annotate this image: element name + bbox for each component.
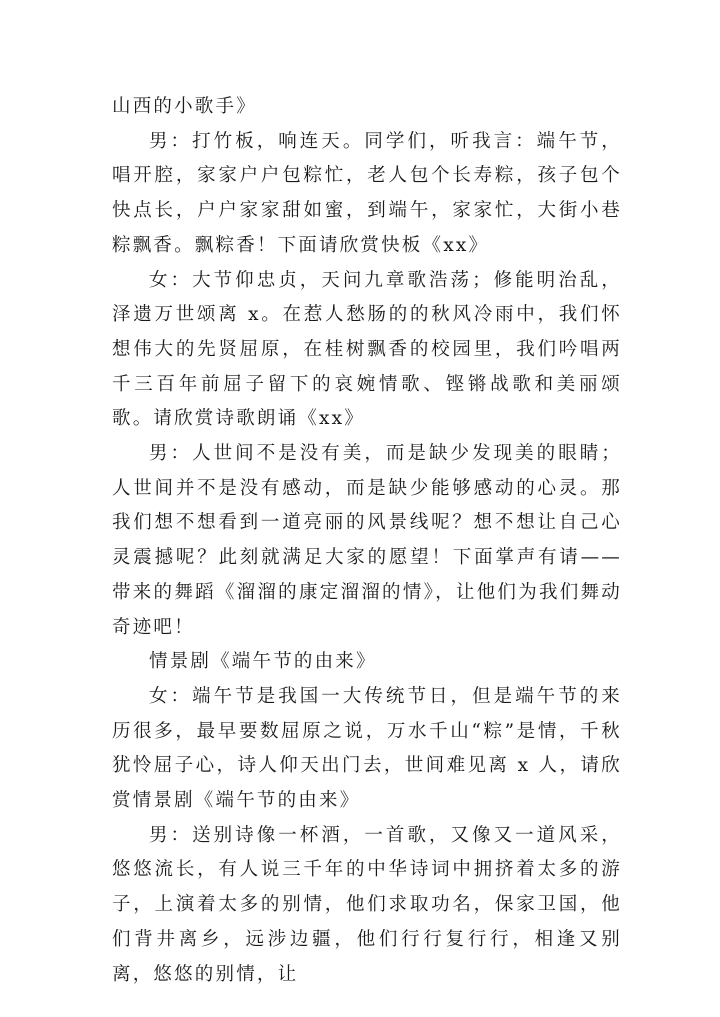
- paragraph-male-host-kuaiban: 男：打竹板，响连天。同学们，听我言：端午节，唱开腔，家家户户包粽忙，老人包个长寿粽，孩子包个快点长，户户家家甜如蜜，到端午，家家忙，大街小巷粽飘香。飘粽香！下面请欣赏快板《xx》: [112, 130, 622, 256]
- paragraph-male-host-farewell: 男：送别诗像一杯酒，一首歌，又像又一道风采，悠悠流长，有人说三千年的中华诗词中拥挤着太多的游子，上演着太多的别情，他们求取功名，保家卫国，他们背井离乡，远涉边疆，他们行行复行行，相逢又别离，悠悠的别情，让: [112, 824, 622, 985]
- document-page: [112, 90, 622, 992]
- paragraph-female-host-poetry: 女：大节仰忠贞，天问九章歌浩荡；修能明治乱，泽遗万世颂离 x。在惹人愁肠的的秋风冷雨中，我们怀想伟大的先贤屈原，在桂树飘香的校园里，我们吟唱两千三百年前屈子留下的哀婉情歌、铿锵战歌和美丽颂歌。请欣赏诗歌朗诵《xx》: [112, 269, 622, 430]
- paragraph-male-host-dance: 男：人世间不是没有美，而是缺少发现美的眼睛；人世间并不是没有感动，而是缺少能够感动的心灵。那我们想不想看到一道亮丽的风景线呢？想不想让自己心灵震撼呢？此刻就满足大家的愿望！下面掌声有请——带来的舞蹈《溜溜的康定溜溜的情》，让他们为我们舞动奇迹吧！: [112, 443, 622, 638]
- section-heading-drama: 情景剧《端午节的由来》: [149, 651, 377, 673]
- paragraph-female-host-drama: 女：端午节是我国一大传统节日，但是端午节的来历很多，最早要数屈原之说，万水千山“粽”是情，千秋犹怜屈子心，诗人仰天出门去，世间难见离 x 人，请欣赏情景剧《端午节的由来》: [112, 685, 622, 812]
- paragraph-continuation: 山西的小歌手》: [112, 96, 257, 117]
